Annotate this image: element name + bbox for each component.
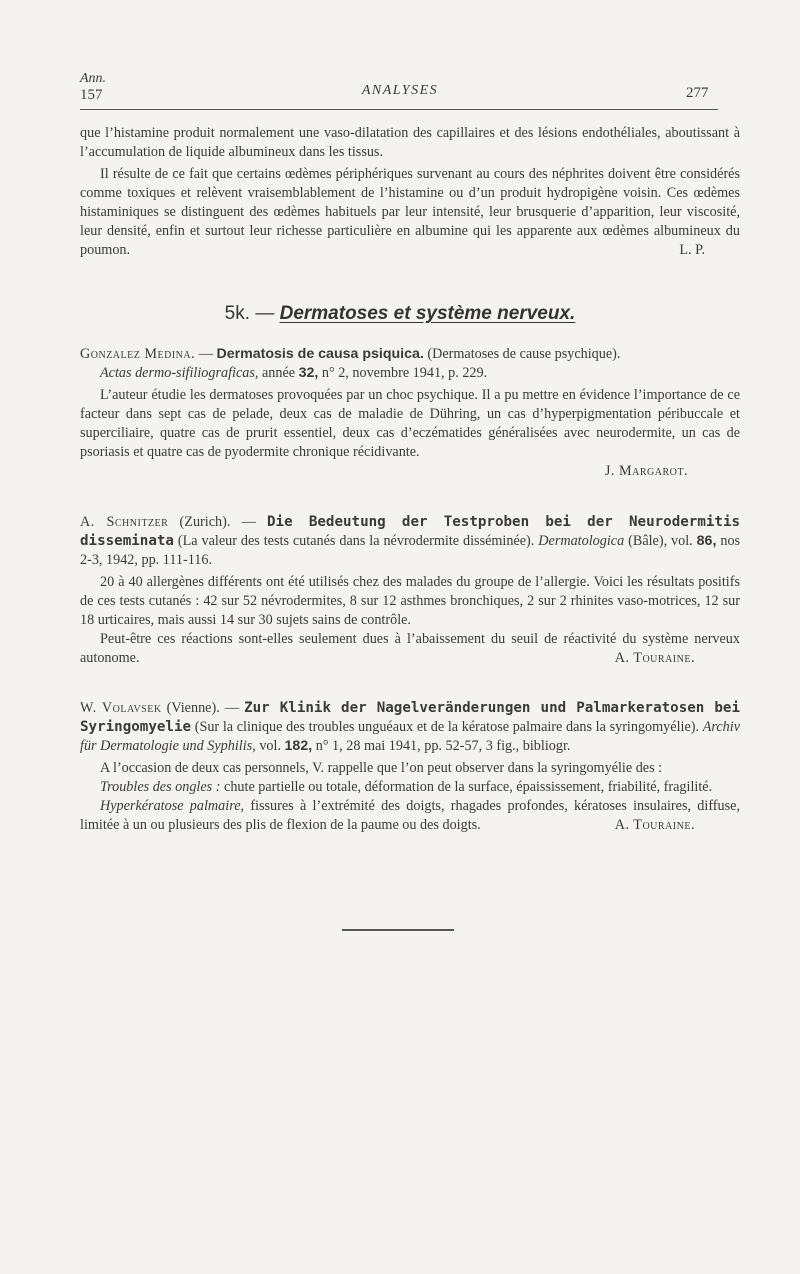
entry-title: Dermatosis de causa psiquica. bbox=[216, 346, 424, 362]
entry-journal: Dermatologica bbox=[538, 533, 625, 549]
running-title: ANALYSES bbox=[361, 83, 439, 98]
entry-ref-pre: vol. bbox=[259, 738, 281, 754]
signature-lp: L. P. bbox=[679, 242, 705, 258]
header-rule bbox=[80, 109, 718, 110]
continuation-paragraph: que l’histamine produit normalement une vaso-dilatation des capillaires et des lésions endothéliales, aboutissant à l’accumulation de liquide albumineux dans les tissus. bbox=[80, 125, 740, 160]
entry-body-3-label: Hyperkératose palmaire, bbox=[100, 798, 245, 814]
section-heading bbox=[0, 302, 800, 326]
entry-body-3 bbox=[80, 797, 740, 835]
journal-abbrev: Ann. bbox=[80, 71, 107, 86]
entry-ref-pre: (Bâle), vol. bbox=[628, 533, 693, 549]
entry-title: Zur Klinik der Nagelveränderungen und Palmarkeratosen bei Syringomyelie bbox=[80, 700, 741, 735]
continuation-block bbox=[80, 124, 740, 260]
entry-reference bbox=[80, 345, 740, 364]
entry-translation: (Dermatoses de cause psychique). bbox=[427, 346, 621, 362]
entry-signature: A. Touraine. bbox=[614, 817, 695, 833]
entry-body-2-text: Peut-être ces réactions sont-elles seulement dues à l’abaissement du seuil de réactivité du système nerveux autonome. bbox=[80, 631, 740, 666]
entry-body: A l’occasion de deux cas personnels, V. rappelle que l’on peut observer dans la syringomyélie des : bbox=[100, 760, 663, 776]
entry-ref-post: n° 1, 28 mai 1941, pp. 52-57, 3 fig., bibliogr. bbox=[315, 738, 571, 754]
entry-signature: J. Margarot. bbox=[604, 463, 688, 479]
entry-place: (Zurich). bbox=[179, 514, 231, 530]
entry-title: Die Bedeutung der Testproben bei der Neurodermitis disseminata bbox=[80, 514, 741, 549]
entry-ref-post: n° 2, novembre 1941, p. 229. bbox=[321, 365, 488, 381]
entry-body-2 bbox=[80, 630, 740, 668]
entry-body-2 bbox=[80, 778, 740, 797]
entry-citation bbox=[80, 364, 740, 383]
page-number: 277 bbox=[686, 85, 709, 101]
entry-body-2-text: chute partielle ou totale, déformation de la surface, épaississement, friabilité, fragilité. bbox=[224, 779, 713, 795]
entry-body-3-text: fissures à l’extrémité des doigts, rhagades profondes, kératoses insulaires, diffuse, limitée à un ou plusieurs des plis de flexion de la paume ou des doigts. bbox=[80, 798, 740, 833]
entry-volume: 182, bbox=[284, 738, 313, 754]
entry-sep: — bbox=[198, 346, 213, 362]
entry-volume: 86, bbox=[696, 533, 717, 549]
entry-ref-pre: année bbox=[261, 365, 296, 381]
section-dash: — bbox=[255, 303, 275, 324]
entry-volume: 32, bbox=[298, 365, 319, 381]
abstract-entry bbox=[80, 345, 740, 481]
entry-reference bbox=[80, 699, 740, 756]
abstract-entry-2 bbox=[80, 513, 740, 668]
volume-number: 157 bbox=[80, 87, 103, 103]
entry-ref-post: nos 2-3, 1942, pp. 111-116. bbox=[80, 533, 741, 568]
entry-signature: A. Touraine. bbox=[614, 650, 695, 666]
entry-author: A. Schnitzer bbox=[80, 514, 169, 530]
entry-author: Gonzalez Medina. bbox=[80, 346, 196, 362]
entry-body: L’auteur étudie les dermatoses provoquées par un choc psychique. Il a pu mettre en évidence l’importance de ce facteur dans sept cas de pelade, deux cas de maladie de Dühring, un cas d’hyperpigmentation péribuccale et superciliaire, quatre cas de prurit essentiel, deux cas d’eczématides généralisées avec neurodermite, un cas de psoriasis et quatre cas de pyodermite chronique récidivante. bbox=[80, 387, 740, 460]
section-number: 5k. bbox=[224, 303, 251, 324]
entry-sep: — bbox=[224, 700, 239, 716]
entry-journal: Actas dermo-sifiliograficas, bbox=[100, 365, 259, 381]
entry-journal: Archiv für Dermatologie und Syphilis, bbox=[80, 719, 740, 754]
continuation-text: Il résulte de ce fait que certains œdèmes périphériques survenant au cours des néphrites doivent être considérés comme toxiques et relèvent vraisemblablement de l’histamine ou d’un produit hydropigène voisin. Ces œdèmes histaminiques se distinguent des œdèmes habituels par leur intensité, leur brusquerie d’apparition, leur viscosité, leur densité, enfin et surtout leur richesse particulière en albumine qui les apparente aux œdèmes albumineux du poumon. bbox=[80, 166, 740, 258]
entry-reference bbox=[80, 513, 740, 570]
entry-body-2-label: Troubles des ongles : bbox=[100, 779, 221, 795]
entry-place: (Vienne). bbox=[166, 700, 220, 716]
entry-body: 20 à 40 allergènes différents ont été utilisés chez des malades du groupe de l’allergie. Voici les résultats positifs de ces tests cutanés : 42 sur 52 névrodermites, 8 sur 12 asthmes bronchiques, 2 sur 2 rhinites vaso-motrices, 12 sur 18 urticaires, mais aussi 14 sur 30 sujets sains de contrôle. bbox=[80, 574, 740, 628]
entry-author: W. Volavsek bbox=[80, 700, 162, 716]
abstract-entry-3 bbox=[80, 699, 740, 835]
entry-translation: (La valeur des tests cutanés dans la névrodermite disséminée). bbox=[177, 533, 535, 549]
section-title: Dermatoses et système nerveux. bbox=[279, 303, 576, 324]
end-rule bbox=[342, 929, 454, 931]
continuation-paragraph-2 bbox=[80, 165, 740, 260]
entry-translation: (Sur la clinique des troubles unguéaux et de la kératose palmaire dans la syringomyélie). bbox=[194, 719, 700, 735]
entry-sep: — bbox=[241, 514, 256, 530]
